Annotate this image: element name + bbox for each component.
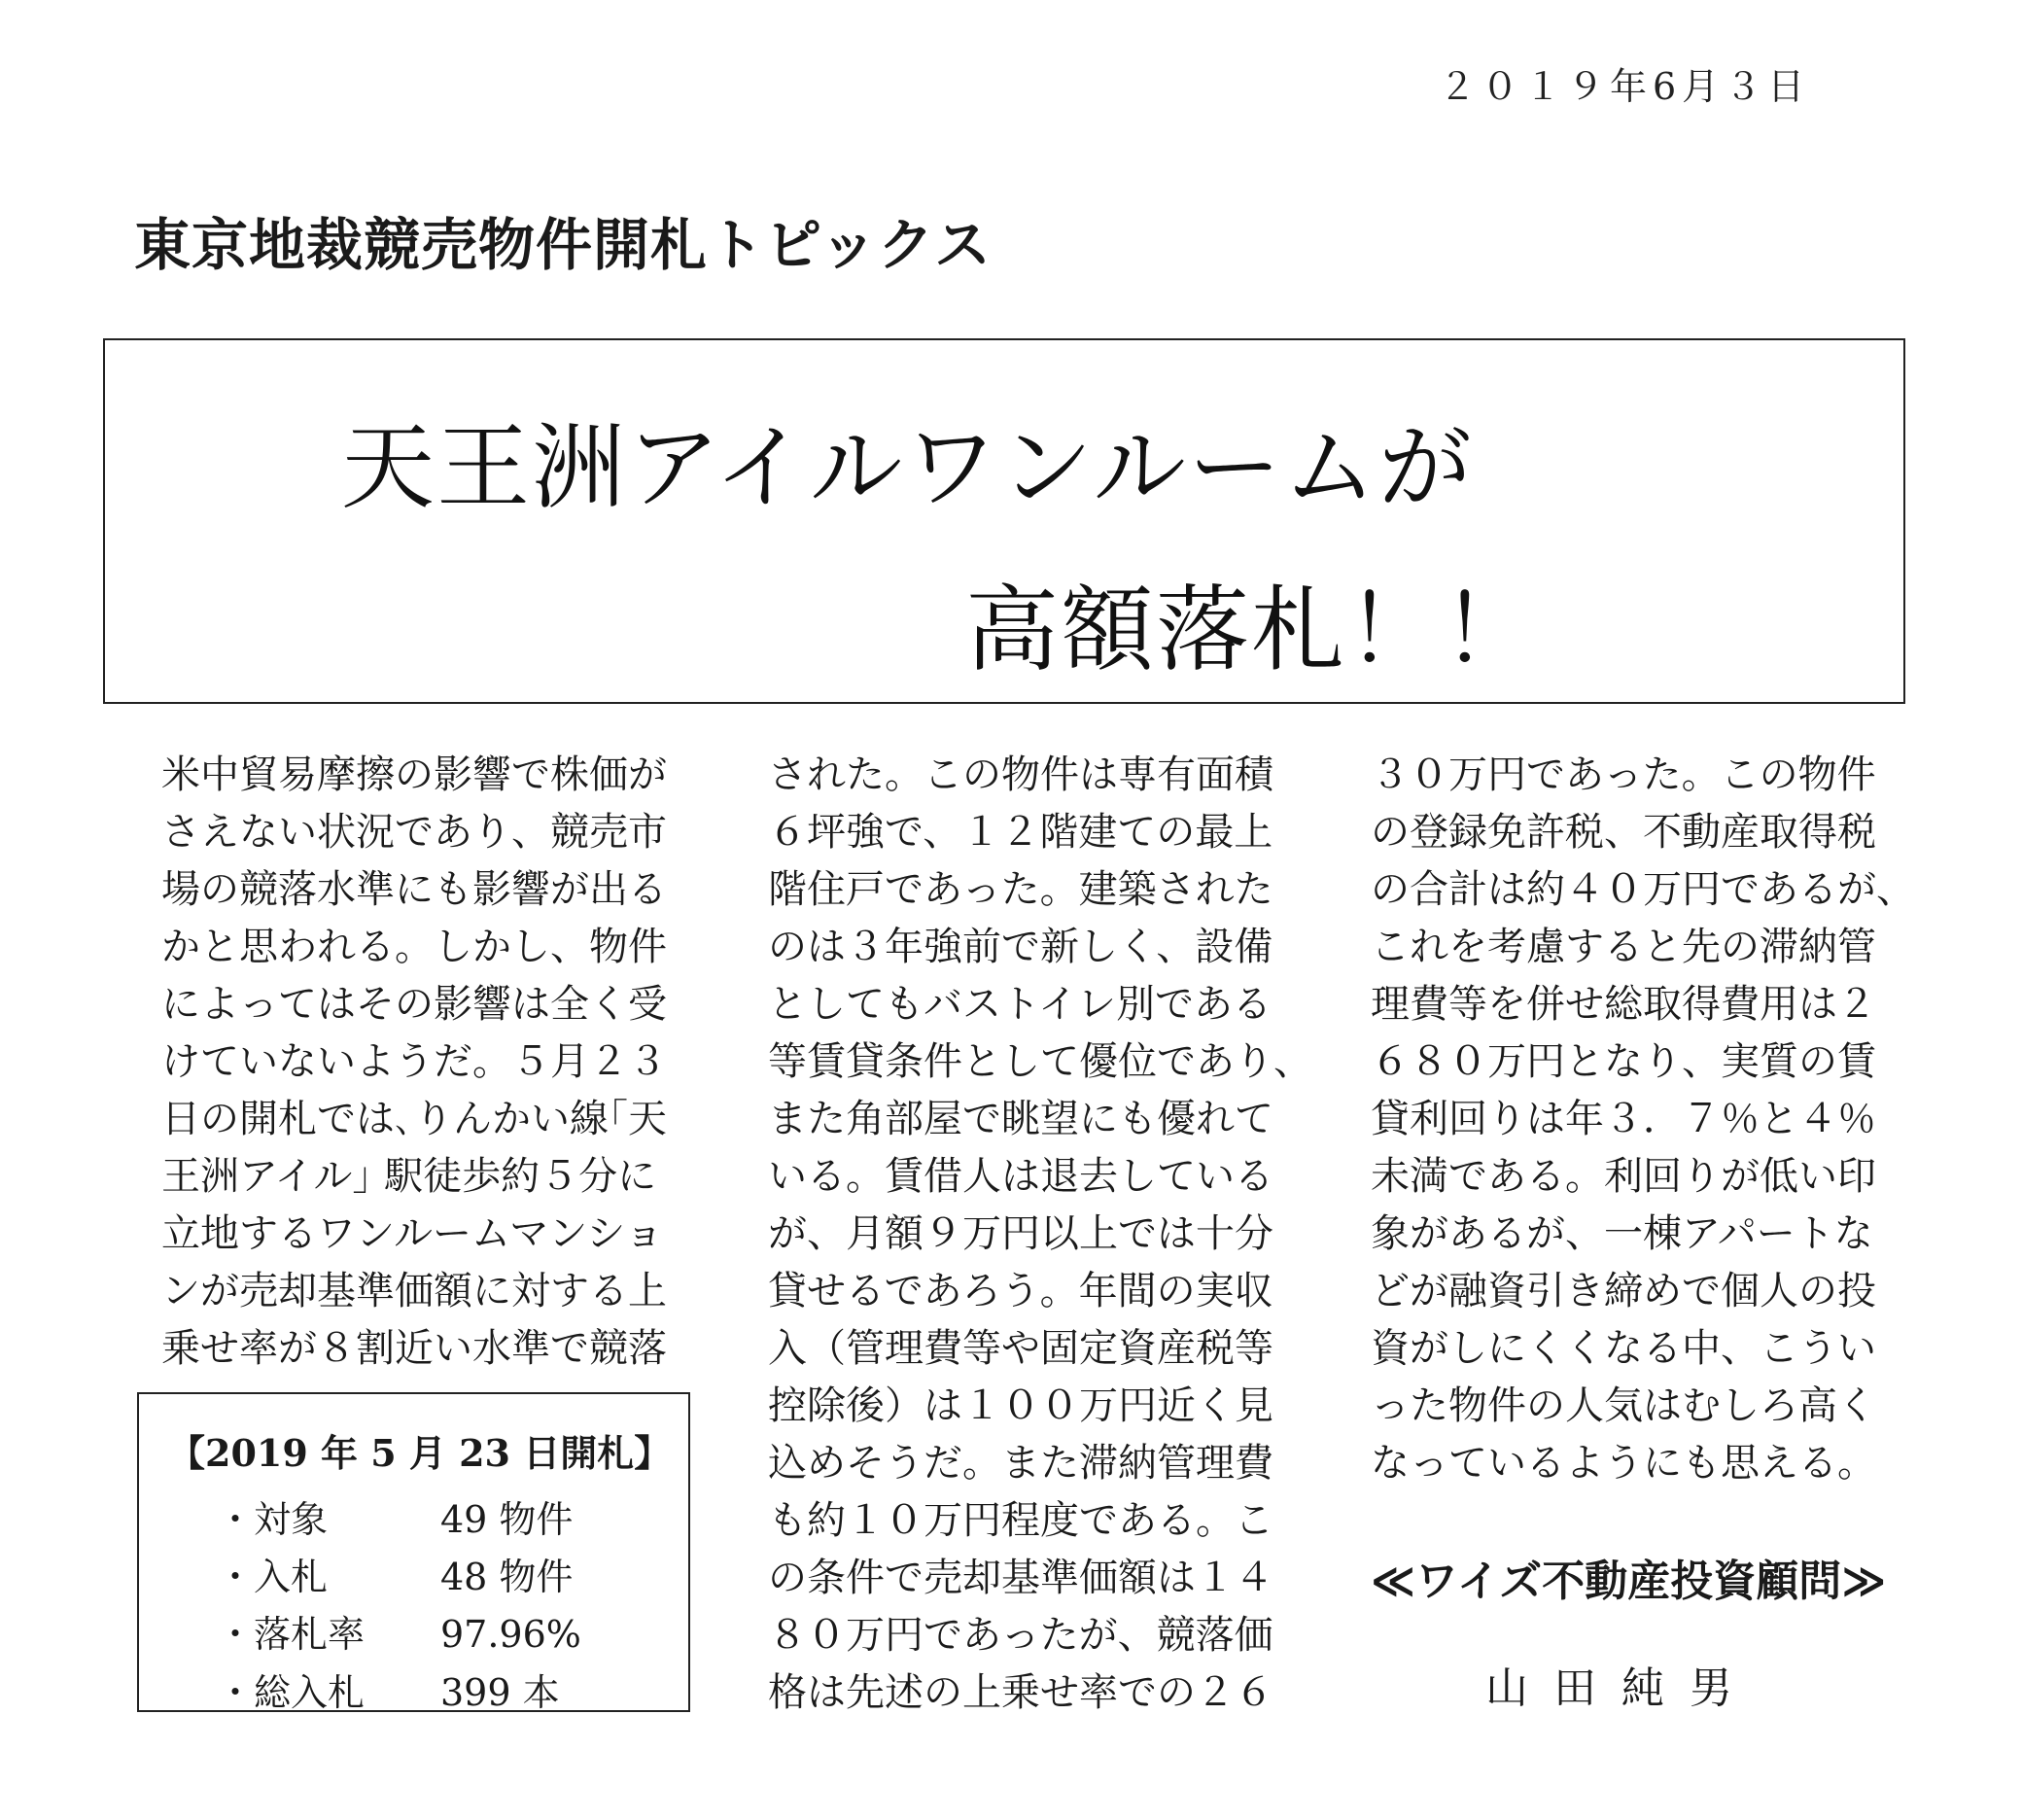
text-line: いる。賃借人は退去している [768,1154,1273,1199]
text-line: 場の競落水準にも影響が出る [161,867,667,912]
text-line: 込めそうだ。また滞納管理費 [768,1441,1273,1486]
stats-value: 49 物件 [440,1498,574,1541]
document-date: ２０１９年6月３日 [1439,65,1811,108]
headline-line-2: 高額落札！！ [965,576,1537,684]
stats-label: ・対象 [217,1498,329,1541]
stats-label: ・総入札 [217,1671,366,1714]
text-line: の合計は約４０万円であるが、 [1371,867,1915,912]
text-line: 階住戸であった。建築された [768,867,1273,912]
text-line: った物件の人気はむしろ高く [1371,1383,1876,1428]
text-line: された。この物件は専有面積 [768,752,1273,797]
headline-line-1: 天王洲アイルワンルームが [341,413,1474,522]
stats-label: ・入札 [217,1556,329,1598]
text-line: けていないようだ。５月２３ [161,1039,667,1084]
text-line: ８０万円であったが、競落価 [768,1613,1273,1658]
article-column-3 [1371,747,1915,1492]
text-line: 米中貿易摩擦の影響で株価が [161,752,667,797]
text-line: さえない状況であり、競売市 [161,810,667,855]
text-line: 未満である。利回りが低い印 [1371,1154,1876,1199]
text-line: ６８０万円となり、実質の賃 [1371,1039,1876,1084]
stats-row-target [217,1489,573,1546]
stats-row-total-bids [217,1662,560,1719]
article-column-2 [768,747,1312,1722]
category-heading: 東京地裁競売物件開札トピックス [134,212,993,278]
text-line: 理費等を併せ総取得費用は２ [1371,982,1876,1027]
text-line: かと思われる。しかし、物件 [161,925,667,969]
article-column-1 [161,747,706,1378]
text-line: 日の開札では､りんかい線｢天 [161,1097,667,1141]
text-line: ３０万円であった。この物件 [1371,752,1876,797]
text-line: の条件で売却基準価額は１４ [768,1556,1273,1600]
stats-value: 48 物件 [440,1556,574,1598]
stats-value: 399 本 [440,1671,560,1714]
text-line: 等賃貸条件として優位であり、 [768,1039,1312,1084]
text-line: のは３年強前で新しく、設備 [768,925,1273,969]
text-line: 乗せ率が８割近い水準で競落 [161,1326,667,1371]
company-name: ≪ワイズ不動産投資顧問≫ [1371,1557,1887,1606]
author-name: 山田純男 [1485,1663,1758,1713]
text-line: ６坪強で、１２階建ての最上 [768,810,1273,855]
text-line: なっているようにも思える。 [1371,1441,1876,1486]
text-line: が、月額９万円以上では十分 [768,1211,1273,1256]
text-line: 貸せるであろう。年間の実収 [768,1269,1273,1313]
stats-label: ・落札率 [217,1613,366,1656]
text-line: 格は先述の上乗せ率での２６ [768,1670,1273,1715]
stats-row-bids [217,1547,573,1603]
text-line: の登録免許税、不動産取得税 [1371,810,1876,855]
auction-stats-box [137,1392,690,1712]
text-line: としてもバストイレ別である [768,982,1272,1027]
text-line: 象があるが、一棟アパートな [1371,1211,1873,1256]
text-line: ンが売却基準価額に対する上 [161,1269,667,1313]
headline-box [103,338,1905,704]
text-line: によってはその影響は全く受 [161,982,667,1027]
stats-value: 97.96% [440,1613,581,1656]
text-line: 貸利回りは年３．７％と４％ [1371,1097,1876,1141]
text-line: どが融資引き締めで個人の投 [1371,1269,1876,1313]
text-line: これを考慮すると先の滞納管 [1371,925,1876,969]
text-line: も約１０万円程度である。こ [768,1498,1273,1543]
stats-title: 【2019 年 5 月 23 日開札】 [168,1431,672,1475]
text-line: また角部屋で眺望にも優れて [768,1097,1273,1141]
text-line: 資がしにくくなる中、こうい [1371,1326,1876,1371]
stats-row-success-rate [217,1604,581,1661]
text-line: 入（管理費等や固定資産税等 [768,1326,1273,1371]
text-line: 立地するワンルームマンショ [161,1211,664,1256]
text-line: 控除後）は１００万円近く見 [768,1383,1273,1428]
text-line: 王洲アイル｣ 駅徒歩約５分に [161,1154,657,1199]
